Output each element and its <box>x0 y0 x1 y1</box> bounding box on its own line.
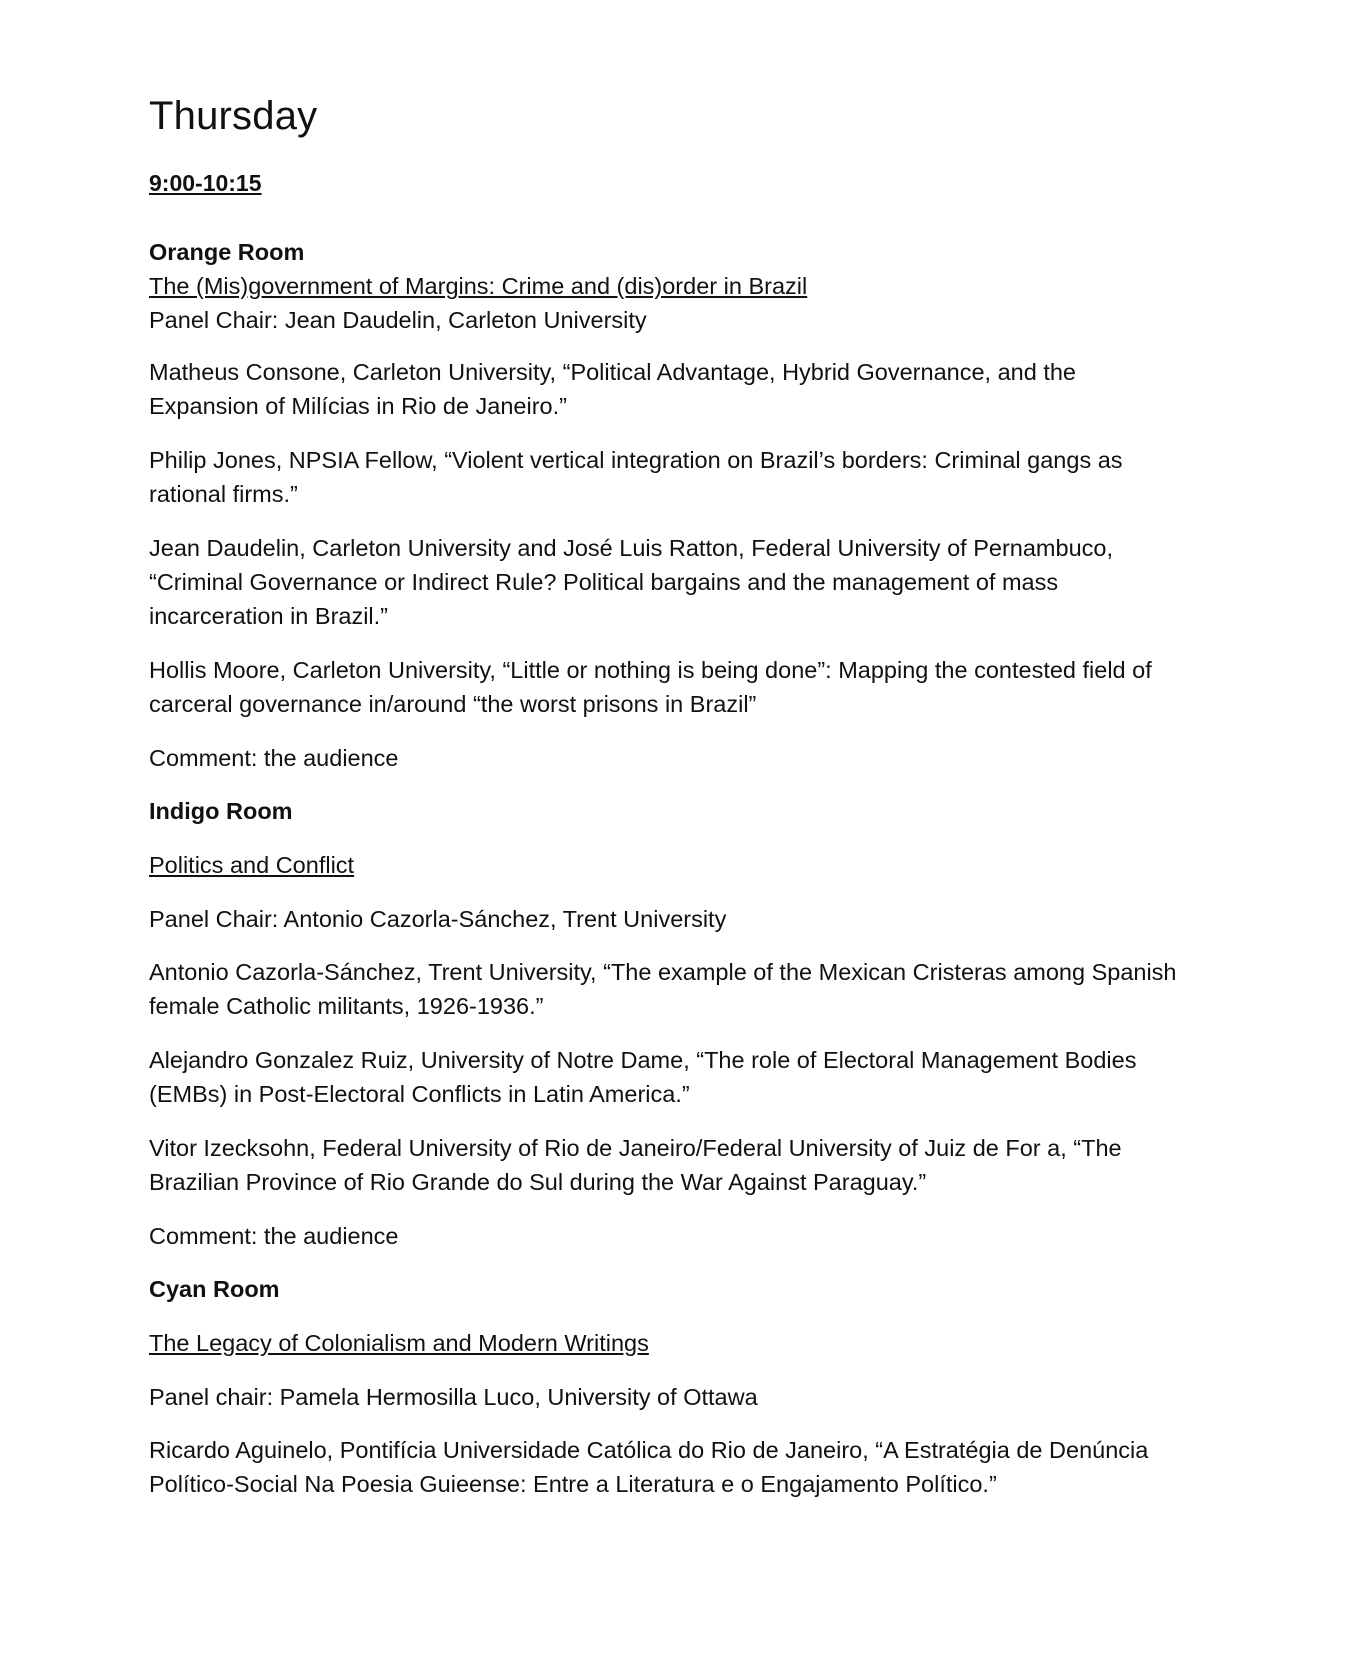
paper-line: Expansion of Milícias in Rio de Janeiro.” <box>149 393 567 419</box>
paper-line: Alejandro Gonzalez Ruiz, University of Notre Dame, “The role of Electoral Management Bodies <box>149 1047 1137 1073</box>
paper-line: Matheus Consone, Carleton University, “Political Advantage, Hybrid Governance, and the <box>149 359 1076 385</box>
panel-title-indigo: Politics and Conflict <box>149 852 355 878</box>
paper-line: Jean Daudelin, Carleton University and José Luis Ratton, Federal University of Pernambuco, <box>149 535 1113 561</box>
paper-line: Antonio Cazorla-Sánchez, Trent University, “The example of the Mexican Cristeras among Spanish <box>149 959 1177 985</box>
paper-line: Hollis Moore, Carleton University, “Little or nothing is being done”: Mapping the contested field of <box>149 657 1152 683</box>
paper-line: Vitor Izecksohn, Federal University of Rio de Janeiro/Federal University of Juiz de For a, “The <box>149 1135 1122 1161</box>
paper-line: Philip Jones, NPSIA Fellow, “Violent vertical integration on Brazil’s borders: Criminal gangs as <box>149 447 1123 473</box>
panel-title-orange: The (Mis)government of Margins: Crime and (dis)order in Brazil <box>149 273 808 299</box>
room-heading-cyan: Cyan Room <box>149 1276 280 1302</box>
paper-line: incarceration in Brazil.” <box>149 603 389 629</box>
paper-line: Político-Social Na Poesia Guieense: Entre a Literatura e o Engajamento Político.” <box>149 1471 997 1497</box>
time-slot: 9:00-10:15 <box>149 170 262 196</box>
paper-line: carceral governance in/around “the worst prisons in Brazil” <box>149 691 757 717</box>
day-heading: Thursday <box>149 94 318 138</box>
room-heading-orange: Orange Room <box>149 239 305 265</box>
paper-line: rational firms.” <box>149 481 298 507</box>
paper-line: (EMBs) in Post-Electoral Conflicts in Latin America.” <box>149 1081 690 1107</box>
panel-chair-indigo: Panel Chair: Antonio Cazorla-Sánchez, Trent University <box>149 906 727 932</box>
panel-chair-orange: Panel Chair: Jean Daudelin, Carleton University <box>149 307 647 333</box>
panel-chair-cyan: Panel chair: Pamela Hermosilla Luco, University of Ottawa <box>149 1384 758 1410</box>
comment-orange: Comment: the audience <box>149 745 399 771</box>
room-heading-indigo: Indigo Room <box>149 798 293 824</box>
paper-line: “Criminal Governance or Indirect Rule? Political bargains and the management of mass <box>149 569 1059 595</box>
panel-title-cyan: The Legacy of Colonialism and Modern Writings <box>149 1330 649 1356</box>
paper-line: Ricardo Aguinelo, Pontifícia Universidade Católica do Rio de Janeiro, “A Estratégia de Denúncia <box>149 1437 1149 1463</box>
paper-line: female Catholic militants, 1926-1936.” <box>149 993 544 1019</box>
paper-line: Brazilian Province of Rio Grande do Sul during the War Against Paraguay.” <box>149 1169 927 1195</box>
comment-indigo: Comment: the audience <box>149 1223 399 1249</box>
